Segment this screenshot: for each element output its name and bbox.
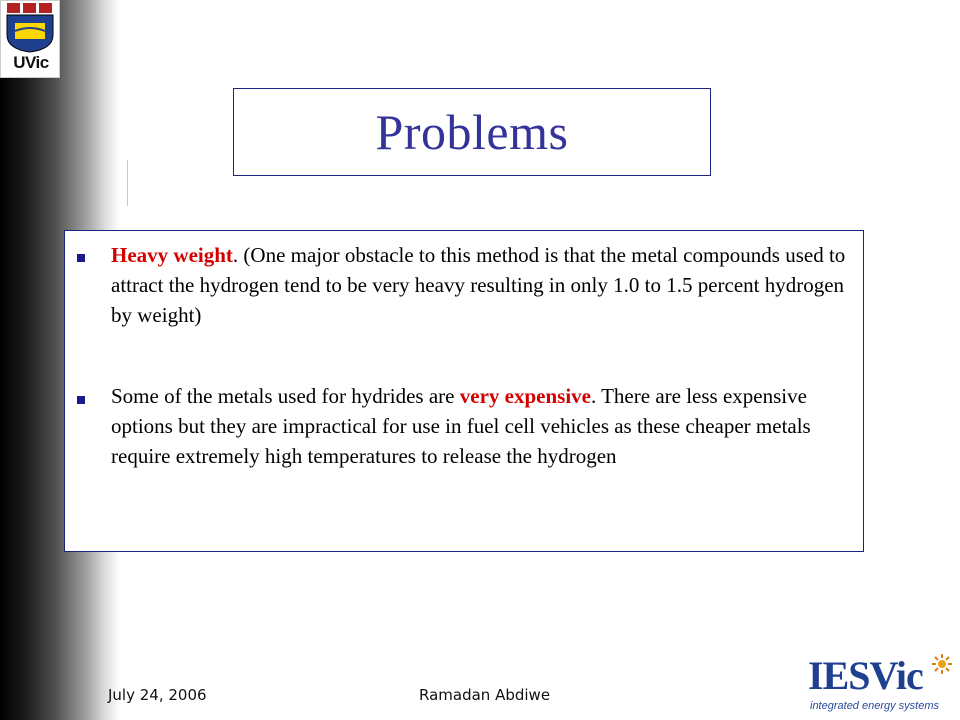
- footer-date: July 24, 2006: [108, 686, 207, 704]
- bullet-1-text: . (One major obstacle to this method is that the metal compounds used to attract the hydrogen tend to be very heavy resulting in only 1.0 to 1.5 percent hydrogen by weight): [111, 243, 846, 327]
- bullet-item-1: [111, 240, 861, 330]
- bullet-2-text-before: Some of the metals used for hydrides are: [111, 384, 460, 408]
- uvic-logo-text: UVic: [13, 53, 49, 72]
- bullet-item-2: [111, 381, 861, 471]
- highlight-very-expensive: very expensive: [459, 384, 591, 408]
- highlight-heavy-weight: Heavy weight: [111, 243, 233, 267]
- iesvic-logo: [808, 652, 960, 720]
- uvic-logo: [0, 0, 60, 78]
- uvic-shield-icon: [1, 1, 59, 53]
- bullet-marker: [77, 254, 85, 262]
- iesvic-tagline: integrated energy systems: [810, 700, 940, 712]
- sun-icon: [932, 654, 952, 674]
- content-box: [64, 230, 864, 552]
- title-box: [233, 88, 711, 176]
- slide-title: Problems: [375, 104, 569, 160]
- divider: [127, 160, 128, 206]
- footer-author: Ramadan Abdiwe: [419, 686, 551, 704]
- bullet-2-text-after: . There are less expensive options but they are impractical for use in fuel cell vehicles as these cheaper metals require extremely high temperatures to release the hydrogen: [111, 384, 811, 468]
- iesvic-logo-text: IESVic: [808, 653, 923, 698]
- bullet-marker: [77, 396, 85, 404]
